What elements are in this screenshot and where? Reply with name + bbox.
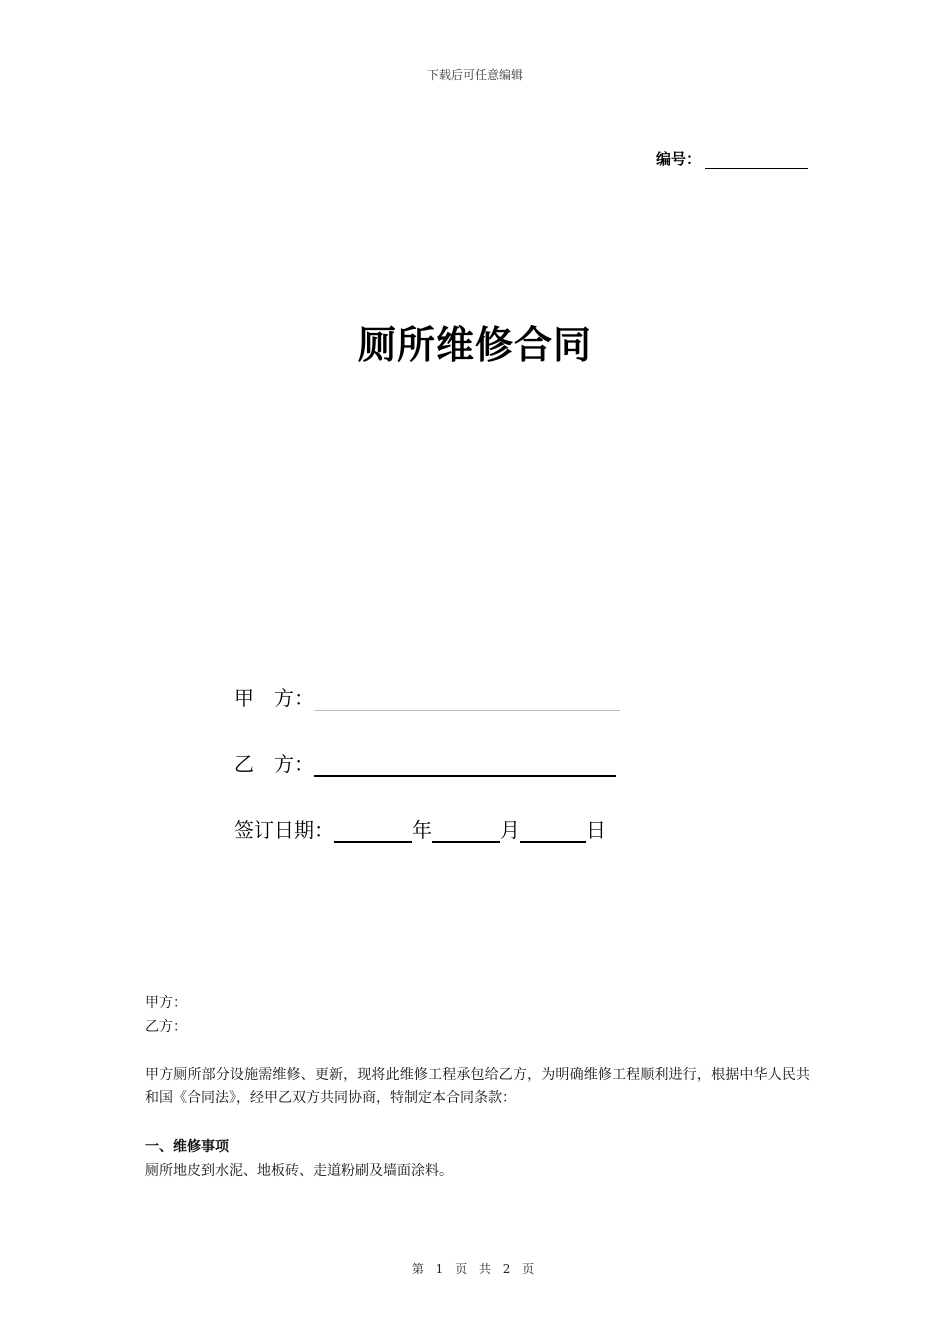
doc-number-blank [705, 154, 808, 169]
body-party-b: 乙方： [145, 1019, 187, 1035]
sign-date-year-blank [334, 823, 412, 843]
cover-party-a-label: 甲 方： [234, 686, 314, 710]
cover-party-a-blank [314, 694, 620, 711]
section-1-text: 厕所地皮到水泥、地板砖、走道粉刷及墙面涂料。 [145, 1163, 453, 1179]
sign-date-year-label: 年 [412, 818, 432, 842]
page-footer: 第 1 页 共 2 页 [411, 1262, 539, 1276]
page-title: 厕所维修合同 [357, 322, 592, 367]
sign-date-label: 签订日期： [234, 818, 334, 842]
doc-number [656, 148, 808, 169]
cover-party-b-label: 乙 方： [234, 752, 314, 776]
intro-paragraph: 甲方厕所部分设施需维修、更新，现将此维修工程承包给乙方，为明确维修工程顺利进行，根据中华人民共和国《合同法》，经甲乙双方共同协商，特制定本合同条款： [145, 1067, 810, 1106]
cover-party-b-blank [314, 757, 616, 777]
doc-number-label: 编号： [656, 150, 702, 168]
sign-date-month-blank [432, 823, 500, 843]
section-1-heading: 一、维修事项 [145, 1139, 229, 1155]
header-note: 下载后可任意编辑 [426, 68, 523, 82]
cover-party-a [234, 682, 620, 711]
sign-date-day-blank [520, 823, 586, 843]
cover-sign-date [234, 814, 606, 843]
body-party-a: 甲方： [145, 995, 187, 1011]
cover-party-b [234, 748, 616, 777]
sign-date-month-label: 月 [500, 818, 520, 842]
sign-date-day-label: 日 [586, 818, 606, 842]
